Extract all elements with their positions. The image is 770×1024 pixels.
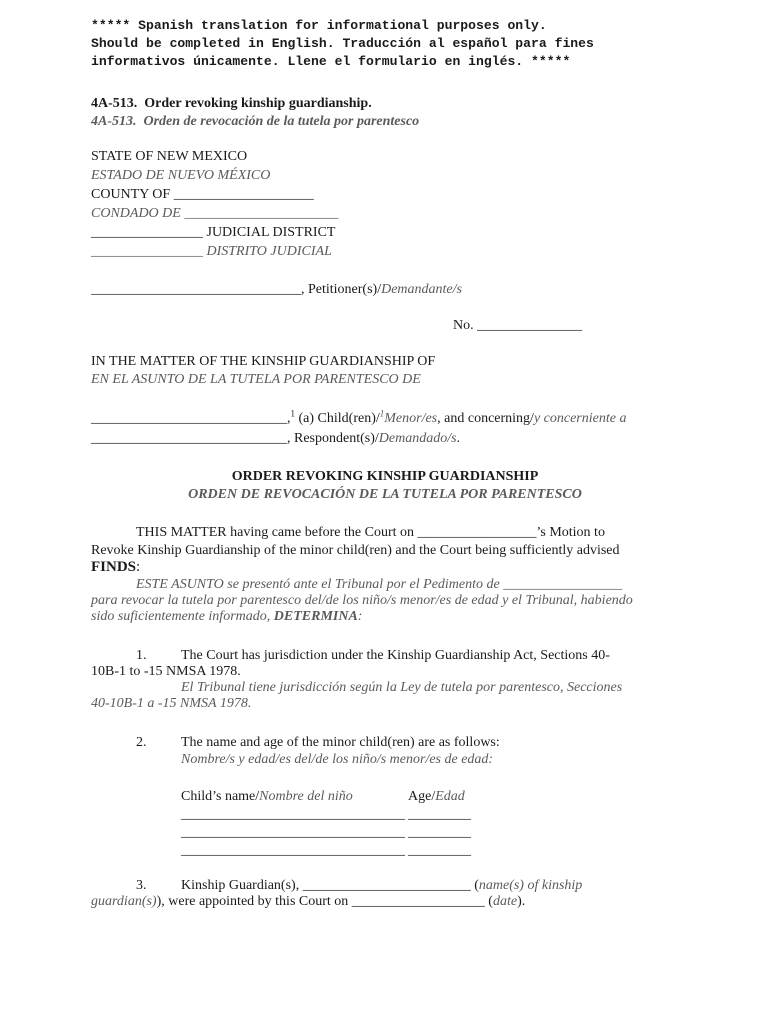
child-label-es: Menor/es xyxy=(384,411,438,426)
petitioner-line xyxy=(91,281,462,298)
respondent-blank: ____________________________ xyxy=(91,431,287,446)
child-name-header-en: Child’s name/ xyxy=(181,789,260,804)
item-3-es-b: guardian(s) xyxy=(91,894,157,909)
district-en-line xyxy=(91,224,335,241)
petitioner-blank: ______________________________ xyxy=(91,282,301,297)
respondent-label-es: Demandado/s xyxy=(378,431,457,446)
case-number: No. _______________ xyxy=(453,318,583,333)
item-3-en-c: ). xyxy=(517,894,526,909)
matter-es: EN EL ASUNTO DE LA TUTELA POR PARENTESCO DE xyxy=(91,372,421,387)
item-1-number: 1. xyxy=(136,648,147,663)
intro-en-line-2: Revoke Kinship Guardianship of the minor child(ren) and the Court being sufficiently advised xyxy=(91,543,620,558)
child-blank: ____________________________, xyxy=(91,411,291,426)
intro-finds xyxy=(91,559,140,576)
item-2-number: 2. xyxy=(136,735,147,750)
item-2-es: Nombre/s y edad/es del/de los niño/s menor/es de edad: xyxy=(181,752,494,767)
determina-colon: : xyxy=(357,609,363,624)
child-name-blank-3[interactable]: ________________________________ xyxy=(181,843,405,858)
form-title-en: 4A-513. Order revoking kinship guardianship. xyxy=(91,96,372,111)
respondent-line xyxy=(91,430,460,447)
state-en: STATE OF NEW MEXICO xyxy=(91,149,248,164)
district-label-en: JUDICIAL DISTRICT xyxy=(206,225,336,240)
district-blank-es: ________________ xyxy=(91,244,207,259)
district-blank: ________________ xyxy=(91,225,207,240)
child-name-blank-1[interactable]: ________________________________ xyxy=(181,807,405,822)
child-name-header-es: Nombre del niño xyxy=(259,789,353,804)
item-1-en-line-1: The Court has jurisdiction under the Kinship Guardianship Act, Sections 40- xyxy=(181,648,610,663)
item-3-line-1 xyxy=(181,877,582,894)
state-es: ESTADO DE NUEVO MÉXICO xyxy=(91,168,271,183)
intro-es-line-3 xyxy=(91,608,362,625)
age-header-es: Edad xyxy=(435,789,465,804)
translation-notice-line-2: Should be completed in English. Traducción al español para fines xyxy=(91,36,594,51)
footnote-ref-1: 1 xyxy=(290,408,295,419)
intro-es-line-2: para revocar la tutela por parentesco del/de los niño/s menor/es de edad y el Tribunal, habiendo xyxy=(91,593,633,608)
intro-es-line-1: ESTE ASUNTO se presentó ante el Tribunal por el Pedimento de _________________ xyxy=(136,577,623,592)
determina-word: DETERMINA xyxy=(273,609,358,624)
child-line xyxy=(91,410,626,427)
district-label-es: DISTRITO JUDICIAL xyxy=(206,244,332,259)
district-es-line xyxy=(91,243,332,260)
matter-en: IN THE MATTER OF THE KINSHIP GUARDIANSHIP OF xyxy=(91,354,436,369)
intro-es-text: sido suficientemente informado, xyxy=(91,609,274,624)
intro-en-line-1: THIS MATTER having came before the Court on _________________’s Motion to xyxy=(136,525,605,540)
concerning-es: y concerniente a xyxy=(533,411,627,426)
order-title-es: ORDEN DE REVOCACIÓN DE LA TUTELA POR PARENTESCO xyxy=(188,487,582,502)
item-2-en: The name and age of the minor child(ren) are as follows: xyxy=(181,735,500,750)
form-title-es: 4A-513. Orden de revocación de la tutela por parentesco xyxy=(91,114,420,129)
item-3-es-c: date xyxy=(492,894,518,909)
item-3-en-b: ), were appointed by this Court on ___________________ ( xyxy=(156,894,493,909)
item-1-en-line-2: 10B-1 to -15 NMSA 1978. xyxy=(91,664,241,679)
child-label-en: (a) Child(ren)/ xyxy=(295,411,380,426)
item-3-number: 3. xyxy=(136,878,147,893)
child-name-blank-2[interactable]: ________________________________ xyxy=(181,825,405,840)
order-title-en: ORDER REVOKING KINSHIP GUARDIANSHIP xyxy=(231,469,539,484)
child-name-header xyxy=(181,788,353,805)
item-3-es-a: name(s) of kinship xyxy=(478,878,583,893)
finds-colon: : xyxy=(136,559,141,575)
item-3-en-a: Kinship Guardian(s), ________________________ ( xyxy=(181,878,479,893)
county-es: CONDADO DE ______________________ xyxy=(91,206,339,221)
child-age-blank-3[interactable]: _________ xyxy=(408,843,471,858)
age-header xyxy=(408,788,465,805)
footnote-ref-2: 1 xyxy=(379,408,385,419)
county-en: COUNTY OF ____________________ xyxy=(91,187,314,202)
age-header-en: Age/ xyxy=(408,789,436,804)
respondent-end: . xyxy=(456,431,461,446)
item-1-es-line-1: El Tribunal tiene jurisdicción según la Ley de tutela por parentesco, Secciones xyxy=(181,680,623,695)
concerning-en: , and concerning/ xyxy=(437,411,534,426)
respondent-label-en: , Respondent(s)/ xyxy=(287,431,379,446)
child-age-blank-1[interactable]: _________ xyxy=(408,807,471,822)
petitioner-label-en: , Petitioner(s)/ xyxy=(301,282,382,297)
child-age-blank-2[interactable]: _________ xyxy=(408,825,471,840)
translation-notice-line-1: ***** Spanish translation for informational purposes only. xyxy=(91,18,547,33)
translation-notice-line-3: informativos únicamente. Llene el formulario en inglés. ***** xyxy=(91,54,571,69)
item-3-line-2 xyxy=(91,893,525,910)
item-1-es-line-2: 40-10B-1 a -15 NMSA 1978. xyxy=(91,696,252,711)
petitioner-label-es: Demandante/s xyxy=(381,282,462,297)
finds-word: FINDS xyxy=(91,559,137,575)
